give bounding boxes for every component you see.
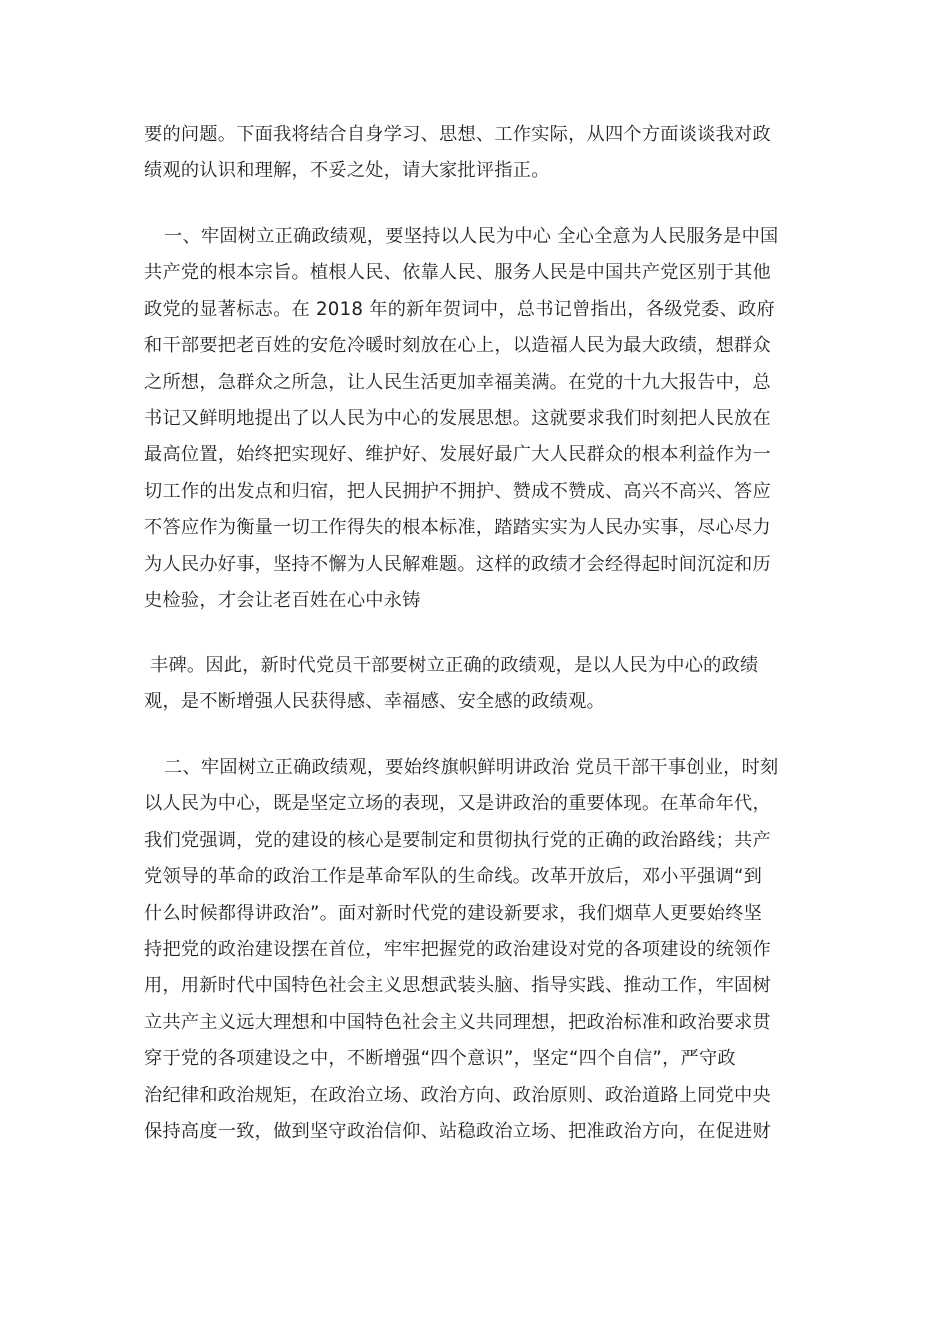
text-line: 绩观的认识和理解，不妥之处，请大家批评指正。 bbox=[144, 160, 550, 182]
text-line: 史检验，才会让老百姓在心中永铸 bbox=[144, 589, 421, 611]
text-line: 党领导的革命的政治工作是革命军队的生命线。改革开放后，邓小平强调“到 bbox=[144, 866, 763, 888]
text-line: 书记又鲜明地提出了以人民为中心的发展思想。这就要求我们时刻把人民放在 bbox=[144, 407, 771, 429]
text-line: 以人民为中心，既是坚定立场的表现，又是讲政治的重要体现。在革命年代， bbox=[144, 793, 771, 815]
section-heading-line: 二、牢固树立正确政绩观，要始终旗帜鲜明讲政治 党员干部干事创业，时刻 bbox=[164, 757, 779, 778]
text-line: 用，用新时代中国特色社会主义思想武装头脑、指导实践、推动工作，牢固树 bbox=[144, 975, 771, 997]
section-heading-line: 一、牢固树立正确政绩观，要坚持以人民为中心 全心全意为人民服务是中国 bbox=[164, 226, 779, 247]
paragraph-section-two bbox=[144, 750, 814, 1150]
text-line: 之所想，急群众之所急，让人民生活更加幸福美满。在党的十九大报告中，总 bbox=[144, 371, 771, 393]
text-line: 为人民办好事，坚持不懈为人民解难题。这样的政绩才会经得起时间沉淀和历 bbox=[144, 553, 771, 575]
text-line: 政党的显著标志。在 2018 年的新年贺词中，总书记曾指出，各级党委、政府 bbox=[144, 298, 775, 320]
text-line: 最高位置，始终把实现好、维护好、发展好最广大人民群众的根本利益作为一 bbox=[144, 444, 771, 466]
text-line: 要的问题。下面我将结合自身学习、思想、工作实际，从四个方面谈谈我对政 bbox=[144, 124, 771, 145]
text-line: 我们党强调，党的建设的核心是要制定和贯彻执行党的正确的政治路线；共产 bbox=[144, 829, 771, 851]
text-line: 丰碑。因此，新时代党员干部要树立正确的政绩观，是以人民为中心的政绩 bbox=[150, 655, 759, 676]
text-line: 观，是不断增强人民获得感、幸福感、安全感的政绩观。 bbox=[144, 691, 605, 713]
paragraph-section-one bbox=[144, 219, 814, 619]
text-line: 持把党的政治建设摆在首位，牢牢把握党的政治建设对党的各项建设的统领作 bbox=[144, 938, 771, 960]
text-line: 立共产主义远大理想和中国特色社会主义共同理想，把政治标准和政治要求贯 bbox=[144, 1011, 771, 1033]
text-line: 治纪律和政治规矩，在政治立场、政治方向、政治原则、政治道路上同党中央 bbox=[144, 1084, 771, 1106]
paragraph-continuation bbox=[144, 648, 814, 721]
text-line: 不答应作为衡量一切工作得失的根本标准，踏踏实实为人民办实事，尽心尽力 bbox=[144, 517, 771, 539]
text-line: 什么时候都得讲政治”。面对新时代党的建设新要求，我们烟草人更要始终坚 bbox=[144, 902, 763, 924]
paragraph-intro bbox=[144, 117, 814, 190]
text-line: 保持高度一致，做到坚守政治信仰、站稳政治立场、把准政治方向，在促进财 bbox=[144, 1120, 771, 1142]
text-line: 和干部要把老百姓的安危冷暖时刻放在心上，以造福人民为最大政绩，想群众 bbox=[144, 335, 771, 357]
text-line: 穿于党的各项建设之中，不断增强“四个意识”，坚定“四个自信”，严守政 bbox=[144, 1048, 736, 1070]
text-line: 共产党的根本宗旨。植根人民、依靠人民、服务人民是中国共产党区别于其他 bbox=[144, 262, 771, 284]
text-line: 切工作的出发点和归宿，把人民拥护不拥护、赞成不赞成、高兴不高兴、答应 bbox=[144, 480, 771, 502]
